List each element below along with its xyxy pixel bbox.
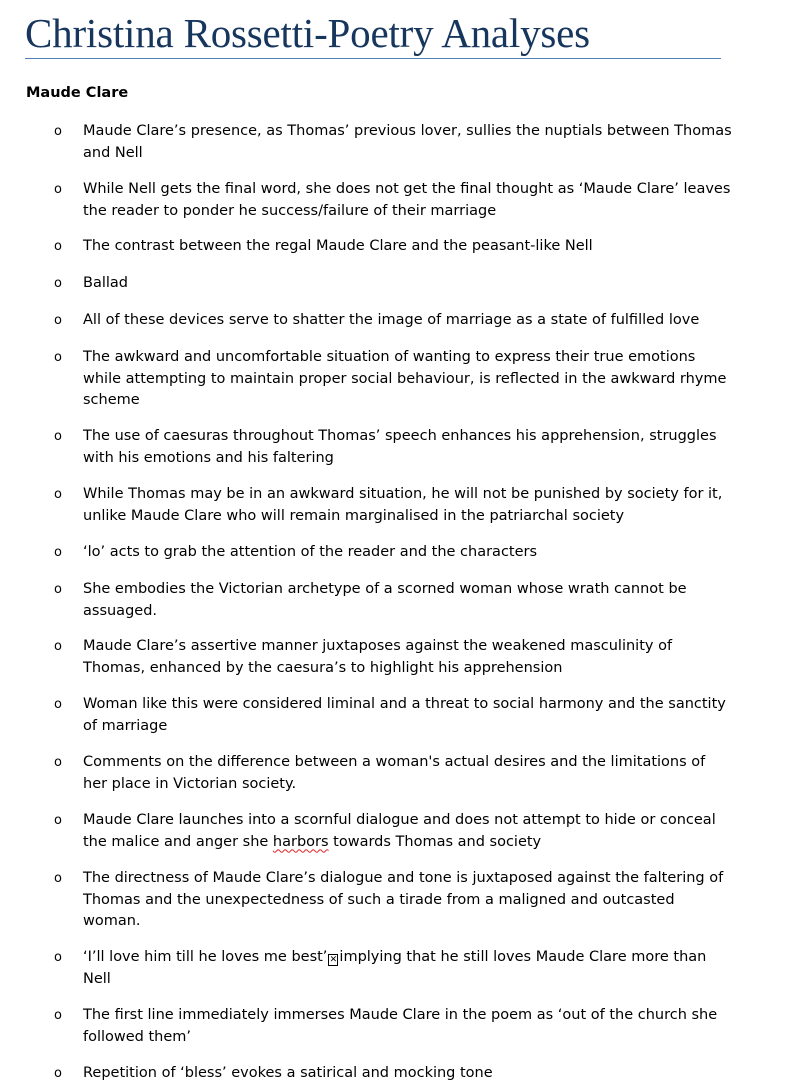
bullet-marker: o [54, 239, 62, 254]
bullet-marker: o [54, 350, 62, 365]
bullet-text: The contrast between the regal Maude Clare and the peasant-like Nell [83, 238, 593, 254]
bullet-text-part: implying that he still loves Maude Clare more than Nell [83, 949, 707, 987]
spelling-flagged-word[interactable]: harbors [272, 833, 329, 850]
bullet-marker: o [54, 639, 62, 654]
page-title: Christina Rossetti-Poetry Analyses [25, 10, 590, 56]
title-block [25, 8, 721, 59]
bullet-text: Woman like this were considered liminal and a threat to social harmony and the sanctity of marriage [83, 696, 726, 734]
bullet-text: Repetition of ‘bless’ evokes a satirical and mocking tone [83, 1065, 493, 1081]
bullet-marker: o [54, 813, 62, 828]
bullet-marker: o [54, 697, 62, 712]
bullet-text: She embodies the Victorian archetype of a scorned woman whose wrath cannot be assuaged. [83, 581, 687, 619]
bullet-marker: o [54, 1008, 62, 1023]
bullet-text-part: towards Thomas and society [328, 833, 542, 850]
bullet-marker: o [54, 276, 62, 291]
bullet-marker: o [54, 950, 62, 965]
section-heading: Maude Clare [26, 85, 129, 101]
bullet-text: Comments on the difference between a woman's actual desires and the limitations of her place in Victorian society. [83, 754, 706, 792]
bullet-text: Ballad [83, 275, 128, 291]
bullet-marker: o [54, 313, 62, 328]
bullet-marker: o [54, 871, 62, 886]
bullet-text: While Nell gets the final word, she does not get the final thought as ‘Maude Clare’ leaves the reader to ponder he success/failure of their marriage [83, 181, 731, 219]
bullet-text: Maude Clare’s presence, as Thomas’ previous lover, sullies the nuptials between Thomas and Nell [83, 123, 732, 161]
bullet-marker: o [54, 429, 62, 444]
bullet-text-part: ‘I’ll love him till he loves me best’ [83, 949, 328, 965]
bullet-marker: o [54, 124, 62, 139]
bullet-marker: o [54, 182, 62, 197]
bullet-text: The awkward and uncomfortable situation of wanting to express their true emotions while attempting to maintain proper social behaviour, is reflected in the awkward rhyme scheme [83, 349, 727, 408]
bullet-text [83, 947, 733, 990]
missing-glyph-icon: ✕ [329, 955, 338, 965]
bullet-marker: o [54, 1066, 62, 1081]
bullet-marker: o [54, 755, 62, 770]
bullet-text: ‘lo’ acts to grab the attention of the reader and the characters [83, 544, 538, 560]
bullet-text [83, 810, 733, 853]
bullet-text: The directness of Maude Clare’s dialogue and tone is juxtaposed against the faltering of Thomas and the unexpectedness of such a tirade from a maligned and outcasted woman. [83, 870, 724, 929]
bullet-text-part: Maude Clare launches into a scornful dialogue and does not attempt to hide or conceal the malice and anger she [83, 812, 716, 850]
bullet-marker: o [54, 545, 62, 560]
bullet-marker: o [54, 582, 62, 597]
bullet-text: Maude Clare’s assertive manner juxtaposes against the weakened masculinity of Thomas, enhanced by the caesura’s to highlight his apprehension [83, 638, 673, 676]
bullet-marker: o [54, 487, 62, 502]
bullet-text: All of these devices serve to shatter the image of marriage as a state of fulfilled love [83, 312, 700, 328]
bullet-text: The use of caesuras throughout Thomas’ speech enhances his apprehension, struggles with his emotions and his faltering [83, 428, 717, 466]
bullet-text: The first line immediately immerses Maude Clare in the poem as ‘out of the church she followed them’ [83, 1007, 718, 1045]
bullet-text: While Thomas may be in an awkward situation, he will not be punished by society for it, unlike Maude Clare who will remain marginalised in the patriarchal society [83, 486, 723, 524]
